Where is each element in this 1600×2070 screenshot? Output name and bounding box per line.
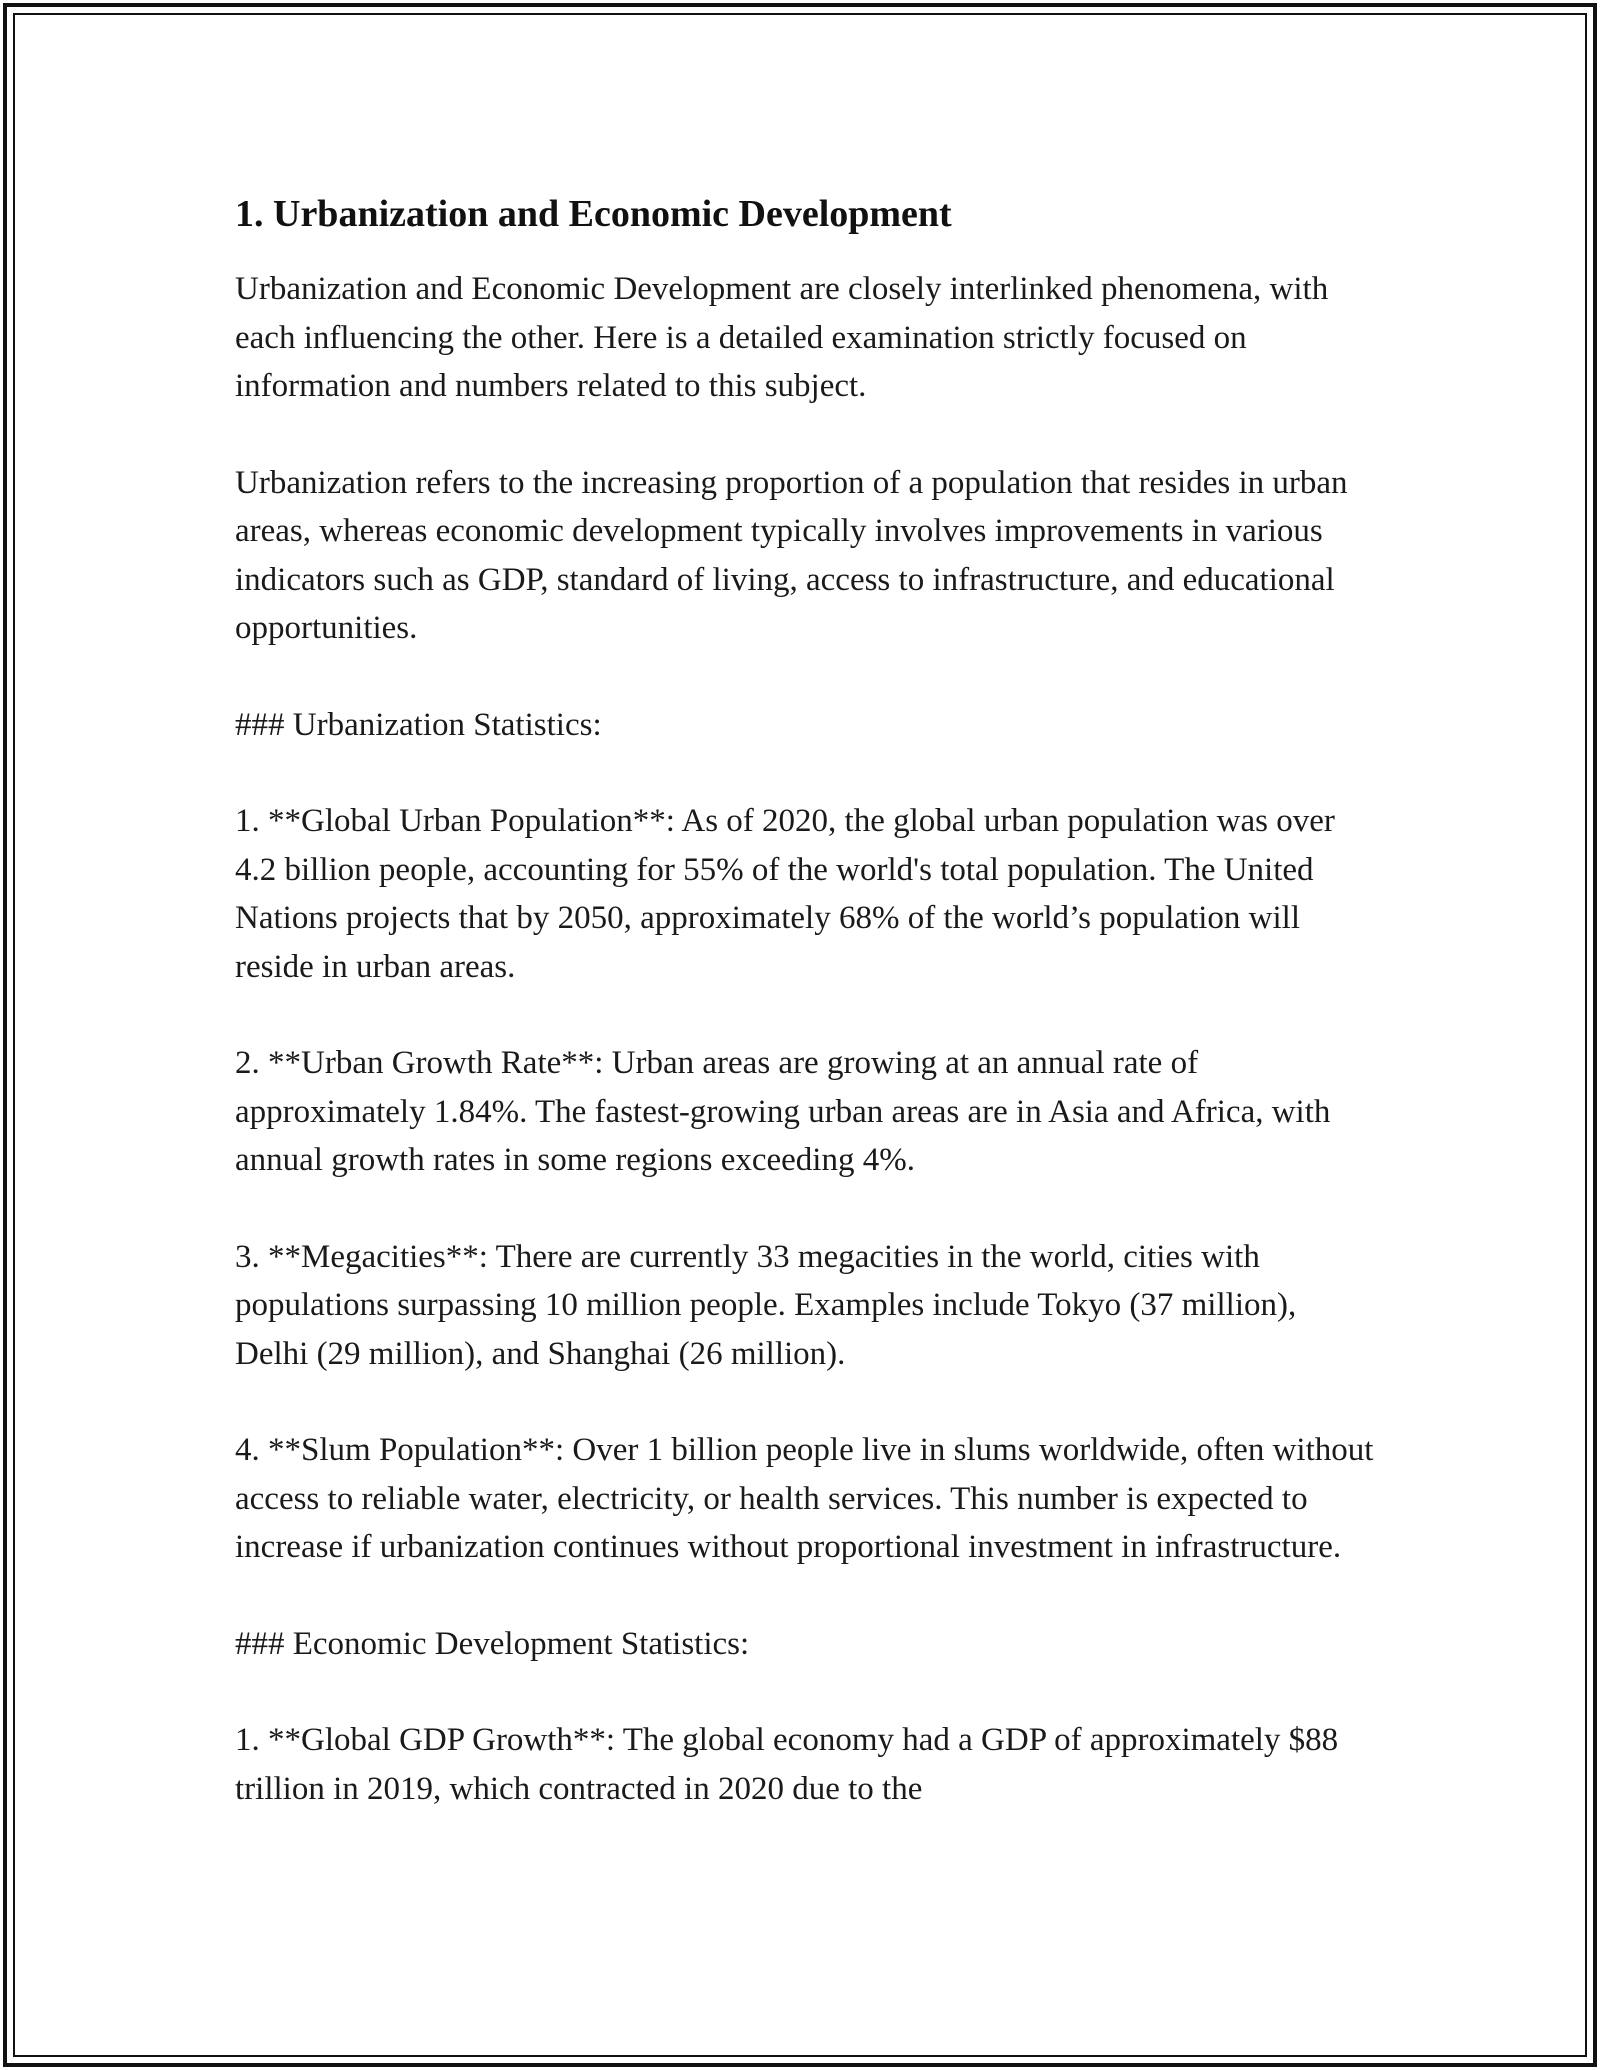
list-item-megacities: 3. **Megacities**: There are currently 33 megacities in the world, cities with populations surpassing 10 million people. Examples include Tokyo (37 million), Delhi (29 million), and Shanghai (26 million).: [235, 1238, 1297, 1372]
section-heading-urbanization-statistics: ### Urbanization Statistics:: [235, 706, 602, 743]
document-body: [235, 183, 1375, 1861]
document-title: 1. Urbanization and Economic Development: [235, 193, 952, 235]
list-item-urban-growth-rate: 2. **Urban Growth Rate**: Urban areas are growing at an annual rate of approximately 1.84%. The fastest-growing urban areas are in Asia and Africa, with annual growth rates in some regions exceeding 4%.: [235, 1045, 1331, 1178]
list-item-global-gdp-growth: 1. **Global GDP Growth**: The global economy had a GDP of approximately $88 trillion in 2019, which contracted in 2020 due to the: [235, 1722, 1339, 1807]
section-heading-economic-development-statistics: ### Economic Development Statistics:: [235, 1625, 750, 1662]
list-item-slum-population: 4. **Slum Population**: Over 1 billion people live in slums worldwide, often without access to reliable water, electricity, or health services. This number is expected to increase if urbanization continues without proportional investment in infrastructure.: [235, 1432, 1374, 1565]
paragraph-definition: Urbanization refers to the increasing proportion of a population that resides in urban areas, whereas economic development typically involves improvements in various indicators such as GDP, standard of living, access to infrastructure, and educational opportunities.: [235, 464, 1348, 646]
list-item-global-urban-population: 1. **Global Urban Population**: As of 2020, the global urban population was over 4.2 billion people, accounting for 55% of the world's total population. The United Nations projects that by 2050, approximately 68% of the world’s population will reside in urban areas.: [235, 803, 1335, 985]
paragraph-intro: Urbanization and Economic Development are closely interlinked phenomena, with each influencing the other. Here is a detailed examination strictly focused on information and numbers related to this subject.: [235, 271, 1329, 404]
